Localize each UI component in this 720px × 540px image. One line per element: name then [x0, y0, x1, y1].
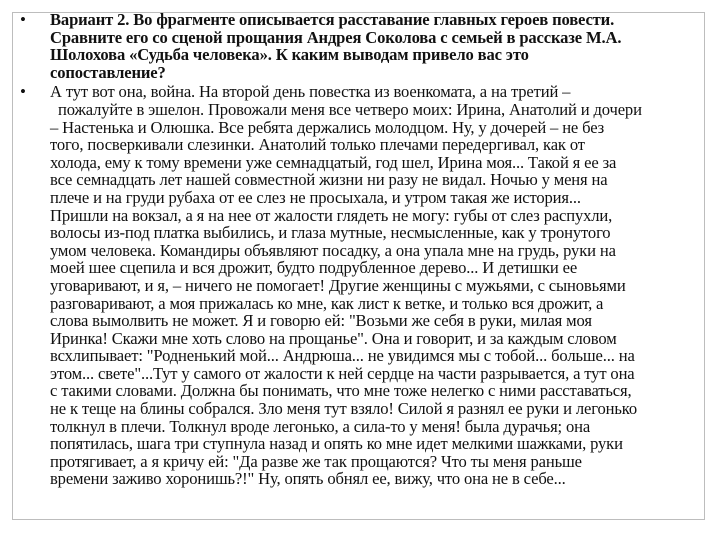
passage-line: волосы из-под платка выбились, и глаза мутные, несмысленные, как у тронутого	[50, 223, 611, 243]
question-text	[50, 11, 710, 81]
passage-item	[18, 83, 708, 488]
passage-text	[50, 83, 710, 488]
passage-line: всхлипывает: "Родненький мой... Андрюша... не увидимся мы с тобой... больше... на	[50, 346, 635, 366]
passage-line: все семнадцать лет нашей совместной жизни ни разу не видал. Ночью у меня на	[50, 170, 608, 190]
slide-content	[18, 11, 708, 488]
passage-line: того, посверкивали слезинки. Анатолий только плечами передергивал, как от	[50, 135, 585, 155]
passage-line: холода, ему к тому времени уже семнадцатый, год шел, Ирина моя... Такой я ее за	[50, 152, 617, 172]
passage-line: – Настенька и Олюшка. Все ребята держались молодцом. Ну, у дочерей – не без	[50, 117, 605, 137]
passage-line: пожалуйте в эшелон. Провожали меня все четверо моих: Ирина, Анатолий и дочери	[50, 99, 642, 119]
bullet-point: •	[20, 82, 26, 102]
question-item	[18, 11, 708, 81]
bullet-point: •	[20, 10, 26, 29]
question-line: Вариант 2. Во фрагменте описывается расставание главных героев повести.	[50, 10, 615, 29]
passage-line: этом... свете"...Тут у самого от жалости к ней сердце на части разрывается, а тут она	[50, 363, 635, 383]
passage-line: плече и на груди рубаха от ее слез не просыхала, и утром такая же история...	[50, 187, 581, 207]
passage-line: попятилась, шага три ступнула назад и опять ко мне идет мелкими шажками, руки	[50, 434, 623, 454]
passage-line: Иринка! Скажи мне хоть слово на прощанье". Она и говорит, и за каждым словом	[50, 328, 617, 348]
passage-line: моей шее сцепила и вся дрожит, будто подрубленное дерево... И детишки ее	[50, 258, 578, 278]
passage-line: с такими словами. Должна бы понимать, что мне тоже нелегко с ними расставаться,	[50, 381, 632, 401]
passage-line: уговаривают, и я, – ничего не помогает! Другие женщины с мужьями, с сыновьями	[50, 275, 626, 295]
question-line: сопоставление?	[50, 62, 166, 82]
passage-line: толкнул в плечи. Толкнул вроде легонько, а сила-то у меня! была дурачья; она	[50, 416, 591, 436]
passage-line: слова вымолвить не может. Я и говорю ей: "Возьми же себя в руки, милая моя	[50, 311, 592, 331]
passage-line: разговаривают, а моя прижалась ко мне, как лист к ветке, и только вся дрожит, а	[50, 293, 604, 313]
question-line: Шолохова «Судьба человека». К каким выводам привело вас это	[50, 45, 529, 65]
question-line: Сравните его со сценой прощания Андрея Соколова с семьей в рассказе М.А.	[50, 27, 622, 47]
passage-line: протягивает, а я кричу ей: "Да разве же так прощаются? Что ты меня раньше	[50, 451, 582, 471]
passage-line: Пришли на вокзал, а я на нее от жалости глядеть не могу: губы от слез распухли,	[50, 205, 613, 225]
passage-line: умом человека. Командиры объявляют посадку, а она упала мне на грудь, руки на	[50, 240, 616, 260]
passage-line: А тут вот она, война. На второй день повестка из военкомата, а на третий –	[50, 82, 571, 102]
passage-line: не к теще на блины собрался. Зло меня тут взяло! Силой я разнял ее руки и легонько	[50, 399, 637, 419]
passage-line: времени заживо хоронишь?!" Ну, опять обнял ее, вижу, что она не в себе...	[50, 469, 566, 489]
